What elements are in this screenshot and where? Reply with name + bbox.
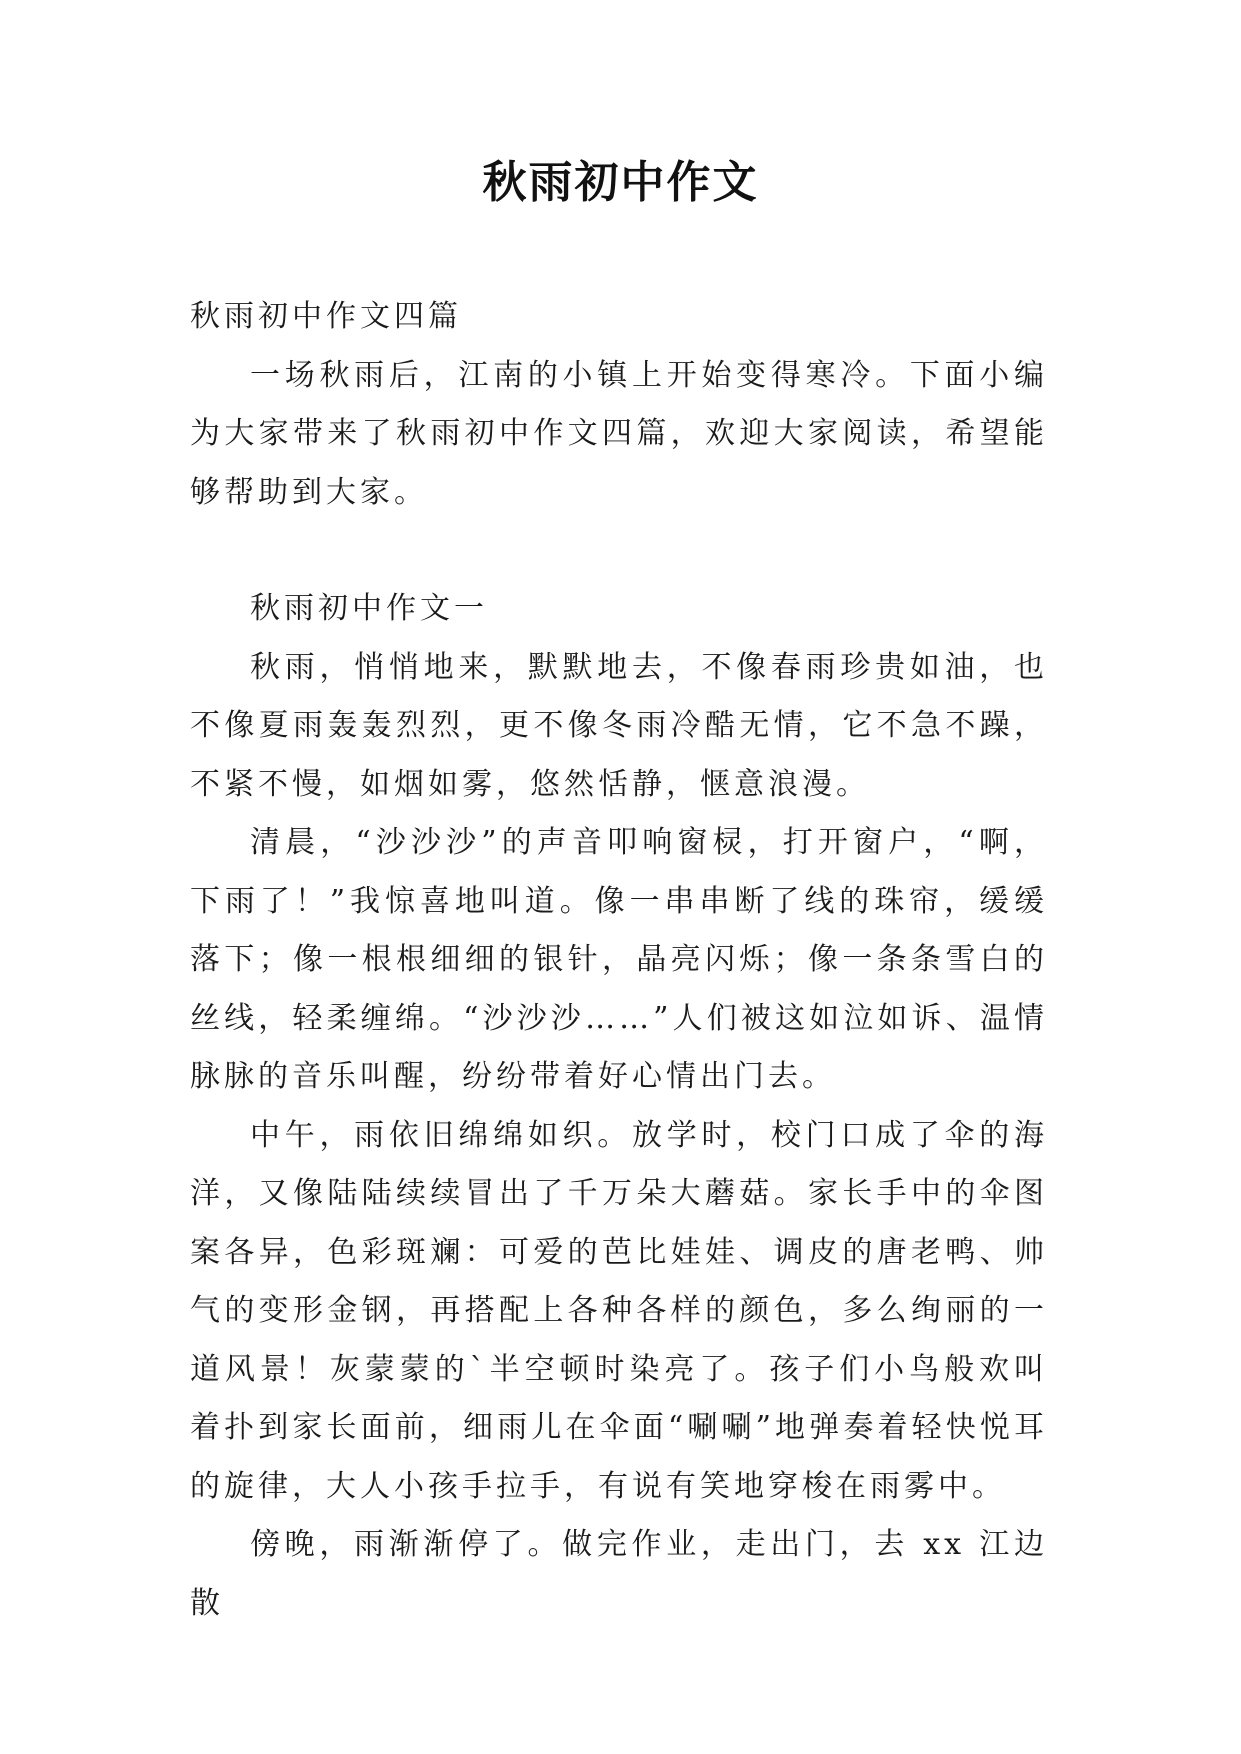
document-title: 秋雨初中作文: [482, 157, 759, 208]
paragraph-gap: [190, 522, 1048, 580]
intro-paragraph: 一场秋雨后，江南的小镇上开始变得寒冷。下面小编为大家带来了秋雨初中作文四篇，欢迎大家阅读，希望能够帮助到大家。: [190, 357, 1048, 510]
body-paragraph: 中午，雨依旧绵绵如织。放学时，校门口成了伞的海洋，又像陆陆续续冒出了千万朵大蘑菇。家长手中的伞图案各异，色彩斑斓：可爱的芭比娃娃、调皮的唐老鸭、帅气的变形金钢，再搭配上各种各样的颜色，多么绚丽的一道风景！灰蒙蒙的`半空顿时染亮了。孩子们小鸟般欢叫着扑到家长面前，细雨儿在伞面“唰唰”地弹奏着轻快悦耳的旋律，大人小孩手拉手，有说有笑地穿梭在雨雾中。: [190, 1117, 1048, 1504]
subtitle-paragraph: 秋雨初中作文四篇: [190, 299, 462, 334]
document-body: [190, 288, 1048, 1633]
body-paragraph: 秋雨，悄悄地来，默默地去，不像春雨珍贵如油，也不像夏雨轰轰烈烈，更不像冬雨冷酷无情，它不急不躁，不紧不慢，如烟如雾，悠然恬静，惬意浪漫。: [190, 649, 1048, 802]
body-paragraph: 傍晚，雨渐渐停了。做完作业，走出门，去 xx 江边散: [190, 1527, 1048, 1621]
section-heading: 秋雨初中作文一: [250, 591, 488, 626]
body-paragraph: 清晨，“沙沙沙”的声音叩响窗棂，打开窗户，“啊，下雨了！”我惊喜地叫道。像一串串断了线的珠帘，缓缓落下；像一根根细细的银针，晶亮闪烁；像一条条雪白的丝线，轻柔缠绵。“沙沙沙……”人们被这如泣如诉、温情脉脉的音乐叫醒，纷纷带着好心情出门去。: [190, 825, 1048, 1094]
